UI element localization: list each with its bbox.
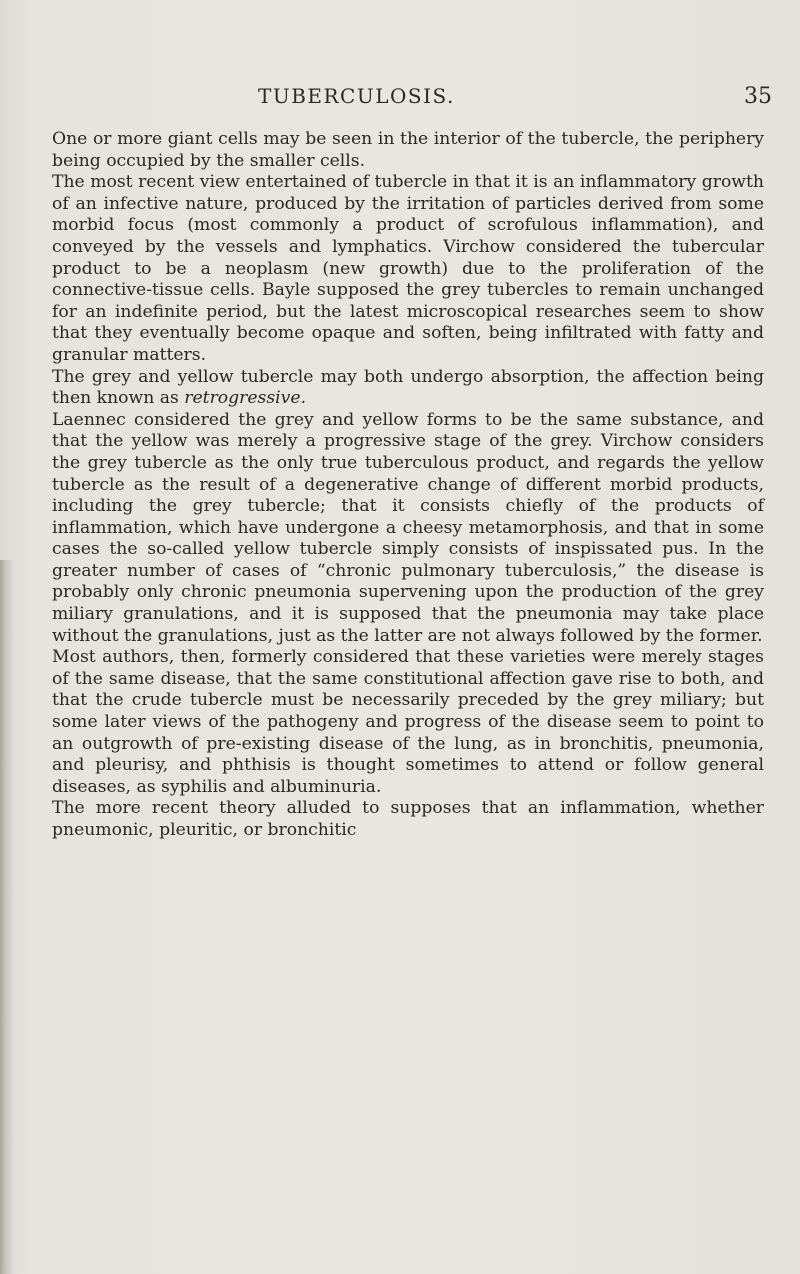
paragraph-laennec: Laennec considered the grey and yellow forms to be the same substance, and that the yellow was merely a progressive stage of the grey. Virchow considers the grey tubercle as the only true tuberculous product, and regards the yellow tubercle as the result of a degenerative change of different morbid products, including the grey tubercle; that it consists chiefly of the products of inflammation, which have undergone a cheesy metamorphosis, and that in some cases the so-called yellow tubercle simply consists of inspissated pus. In the greater number of cases of “chronic pulmonary tuberculosis,” the disease is probably only chronic pneumonia supervening upon the production of the grey miliary granulations, and it is supposed that the pneumonia may take place without the granulations, just as the latter are not always followed by the former.: [52, 409, 764, 646]
paragraph-absorption: [52, 367, 764, 410]
paragraph-absorption-text: The grey and yellow tubercle may both undergo absorption, the affection being then known as: [52, 366, 764, 409]
binding-shadow: [0, 560, 14, 1274]
page-number: 35: [744, 84, 772, 109]
retrogressive-term: retrogressive.: [184, 388, 307, 409]
running-title: TUBERCULOSIS.: [258, 84, 455, 108]
page-header: [0, 84, 800, 114]
paragraph-giant-cells: One or more giant cells may be seen in the interior of the tubercle, the periphery being occupied by the smaller cells.: [52, 129, 764, 171]
paragraph-most-authors: Most authors, then, formerly considered that these varieties were merely stages of the same disease, that the same constitutional affection gave rise to both, and that the crude tubercle must be necessarily preceded by the grey miliary; but some later views of the pathogeny and progress of the disease seem to point to an outgrowth of pre-existing disease of the lung, as in bronchitis, pneumonia, and pleurisy, and phthisis is thought sometimes to attend or follow general diseases, as syphilis and albuminuria.: [52, 647, 764, 797]
body-text: [52, 129, 764, 842]
paragraph-recent-theory: The more recent theory alluded to supposes that an inflammation, whether pneumonic, pleuritic, or bronchitic: [52, 798, 764, 840]
paragraph-recent-view: The most recent view entertained of tubercle in that it is an inflammatory growth of an infective nature, produced by the irritation of particles derived from some morbid focus (most commonly a product of scrofulous inflammation), and conveyed by the vessels and lymphatics. Virchow considered the tubercular product to be a neoplasm (new growth) due to the proliferation of the connective-tissue cells. Bayle supposed the grey tubercles to remain unchanged for an indefinite period, but the latest microscopical researches seem to show that they eventually become opaque and soften, being infiltrated with fatty and granular matters.: [52, 172, 764, 365]
